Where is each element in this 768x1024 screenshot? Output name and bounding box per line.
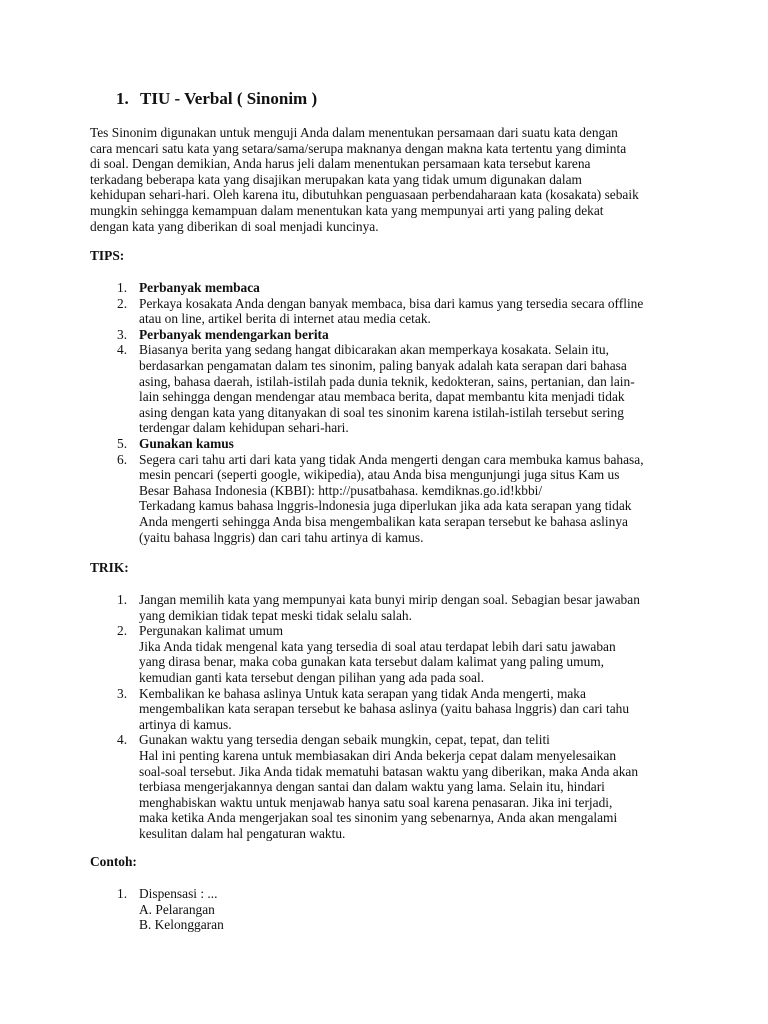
item-line: soal-soal tersebut. Jika Anda tidak mematuhi batasan waktu yang diberikan, maka Anda akan [139,763,639,779]
item-number: 4. [117,732,128,748]
item-number: 4. [117,342,128,358]
item-line: yang demikian tidak tepat meski tidak selalu salah. [139,607,412,623]
trik-item [90,686,690,733]
item-number: 6. [117,451,128,467]
item-line: berdasarkan pengamatan dalam tes sinonim, paling banyak adalah kata serapan dari bahasa [139,357,627,373]
item-line: Anda mengerti sehingga Anda bisa mengembalikan kata serapan tersebut ke bahasa aslinya [139,513,628,529]
section-heading [116,89,317,109]
item-line: Gunakan kamus [139,435,234,451]
trik-item [90,592,690,623]
item-line: Perbanyak membaca [139,280,260,295]
intro-line: terkadang beberapa kata yang disajikan merupakan kata yang tidak umum digunakan dalam [90,171,582,187]
trik-list [90,592,690,842]
item-number: 2. [117,295,128,311]
item-number: 1. [117,280,128,295]
intro-paragraph [90,125,690,234]
item-line: mengembalikan kata serapan tersebut ke bahasa aslinya (yaitu bahasa lnggris) dan cari tahu [139,701,630,717]
contoh-label: Contoh: [90,854,137,869]
item-line: Perbanyak mendengarkan berita [139,326,329,342]
item-line: kesulitan dalam hal pengaturan waktu. [139,825,346,841]
tips-item [90,436,690,452]
intro-line: dengan kata yang diberikan di soal menjadi kuncinya. [90,218,379,234]
item-line: menghabiskan waktu untuk menjawab hanya satu soal karena penasaran. Jika ini terjadi, [139,794,613,810]
trik-item [90,732,690,841]
option-b: B. Kelonggaran [139,917,224,933]
item-line: yang dirasa benar, maka coba gunakan kata tersebut dalam kalimat yang paling umum, [139,654,604,670]
item-line: Besar Bahasa Indonesia (KBBI): http://pusatbahasa. kemdiknas.go.id!kbbi/ [139,482,543,498]
question-line: Dispensasi : ... [139,886,218,901]
item-number: 3. [117,326,128,342]
tips-label: TIPS: [90,248,125,263]
tips-item [90,327,690,343]
intro-line: Tes Sinonim digunakan untuk menguji Anda dalam menentukan persamaan dari suatu kata dengan [90,125,618,140]
item-line: Jangan memilih kata yang mempunyai kata bunyi mirip dengan soal. Sebagian besar jawaban [139,592,640,607]
item-line: Gunakan waktu yang tersedia dengan sebaik mungkin, cepat, tepat, dan teliti [139,732,550,748]
item-line: Hal ini penting karena untuk membiasakan diri Anda bekerja cepat dalam menyelesaikan [139,747,617,763]
intro-line: di soal. Dengan demikian, Anda harus jeli dalam menentukan persamaan kata tersebut karena [90,156,591,172]
intro-line: cara mencari satu kata yang setara/sama/serupa maknanya dengan makna kata tertentu yang diminta [90,140,627,156]
tips-item [90,296,690,327]
item-number: 1. [117,592,128,607]
item-line: Terkadang kamus bahasa lnggris-lndonesia juga diperlukan jika ada kata serapan yang tidak [139,498,632,514]
item-line: asing dengan kata yang ditanyakan di soal tes sinonim karena istilah-istilah tersebut sering [139,404,624,420]
item-line: Jika Anda tidak mengenal kata yang tersedia di soal atau terdapat lebih dari satu jawaban [139,638,616,654]
item-line: Perkaya kosakata Anda dengan banyak membaca, bisa dari kamus yang tersedia secara offline [139,295,644,311]
item-line: maka ketika Anda mengerjakan soal tes sinonim yang sebenarnya, Anda akan mengalami [139,810,618,826]
item-line: (yaitu bahasa lnggris) dan cari tahu artinya di kamus. [139,529,424,545]
heading-title: TIU - Verbal ( Sinonim ) [140,89,318,108]
item-line: artinya di kamus. [139,716,232,732]
item-line: Biasanya berita yang sedang hangat dibicarakan akan memperkaya kosakata. Selain itu, [139,342,609,358]
intro-line: kehidupan sehari-hari. Oleh karena itu, dibutuhkan penguasaan perbendaharaan kata (kosakata) sebaik [90,187,639,203]
trik-label: TRIK: [90,560,129,575]
tips-item [90,280,690,296]
item-line: lain sehingga dengan mendengar atau membaca berita, dapat membantu kita menjadi tidak [139,389,625,405]
item-line: terdengar dalam kehidupan sehari-hari. [139,420,349,436]
contoh-item [90,886,690,933]
item-number: 3. [117,685,128,701]
item-number: 2. [117,623,128,639]
item-line: Pergunakan kalimat umum [139,623,284,639]
intro-line: mungkin sehingga kemampuan dalam menentukan kata yang mempunyai arti yang paling dekat [90,202,604,218]
tips-item [90,452,690,546]
item-line: terbiasa mengerjakannya dengan santai dan dalam waktu yang lama. Selain itu, hindari [139,779,605,795]
item-line: atau on line, artikel berita di internet atau media cetak. [139,311,431,327]
tips-item [90,342,690,436]
contoh-list [90,886,690,933]
heading-number: 1. [116,89,129,108]
item-line: Segera cari tahu arti dari kata yang tidak Anda mengerti dengan cara membuka kamus bahasa, [139,451,644,467]
tips-list [90,280,690,545]
item-line: asing, bahasa daerah, istilah-istilah pada dunia teknik, kedokteran, sains, pertanian, dan lain- [139,373,635,389]
item-number: 5. [117,435,128,451]
item-number: 1. [117,886,128,901]
item-line: mesin pencari (seperti google, wikipedia), atau Anda bisa mengunjungi juga situs Kam us [139,467,620,483]
trik-item [90,623,690,685]
item-line: kemudian ganti kata tersebut dengan pilihan yang ada pada soal. [139,669,485,685]
option-a: A. Pelarangan [139,901,215,917]
item-line: Kembalikan ke bahasa aslinya Untuk kata serapan yang tidak Anda mengerti, maka [139,685,586,701]
